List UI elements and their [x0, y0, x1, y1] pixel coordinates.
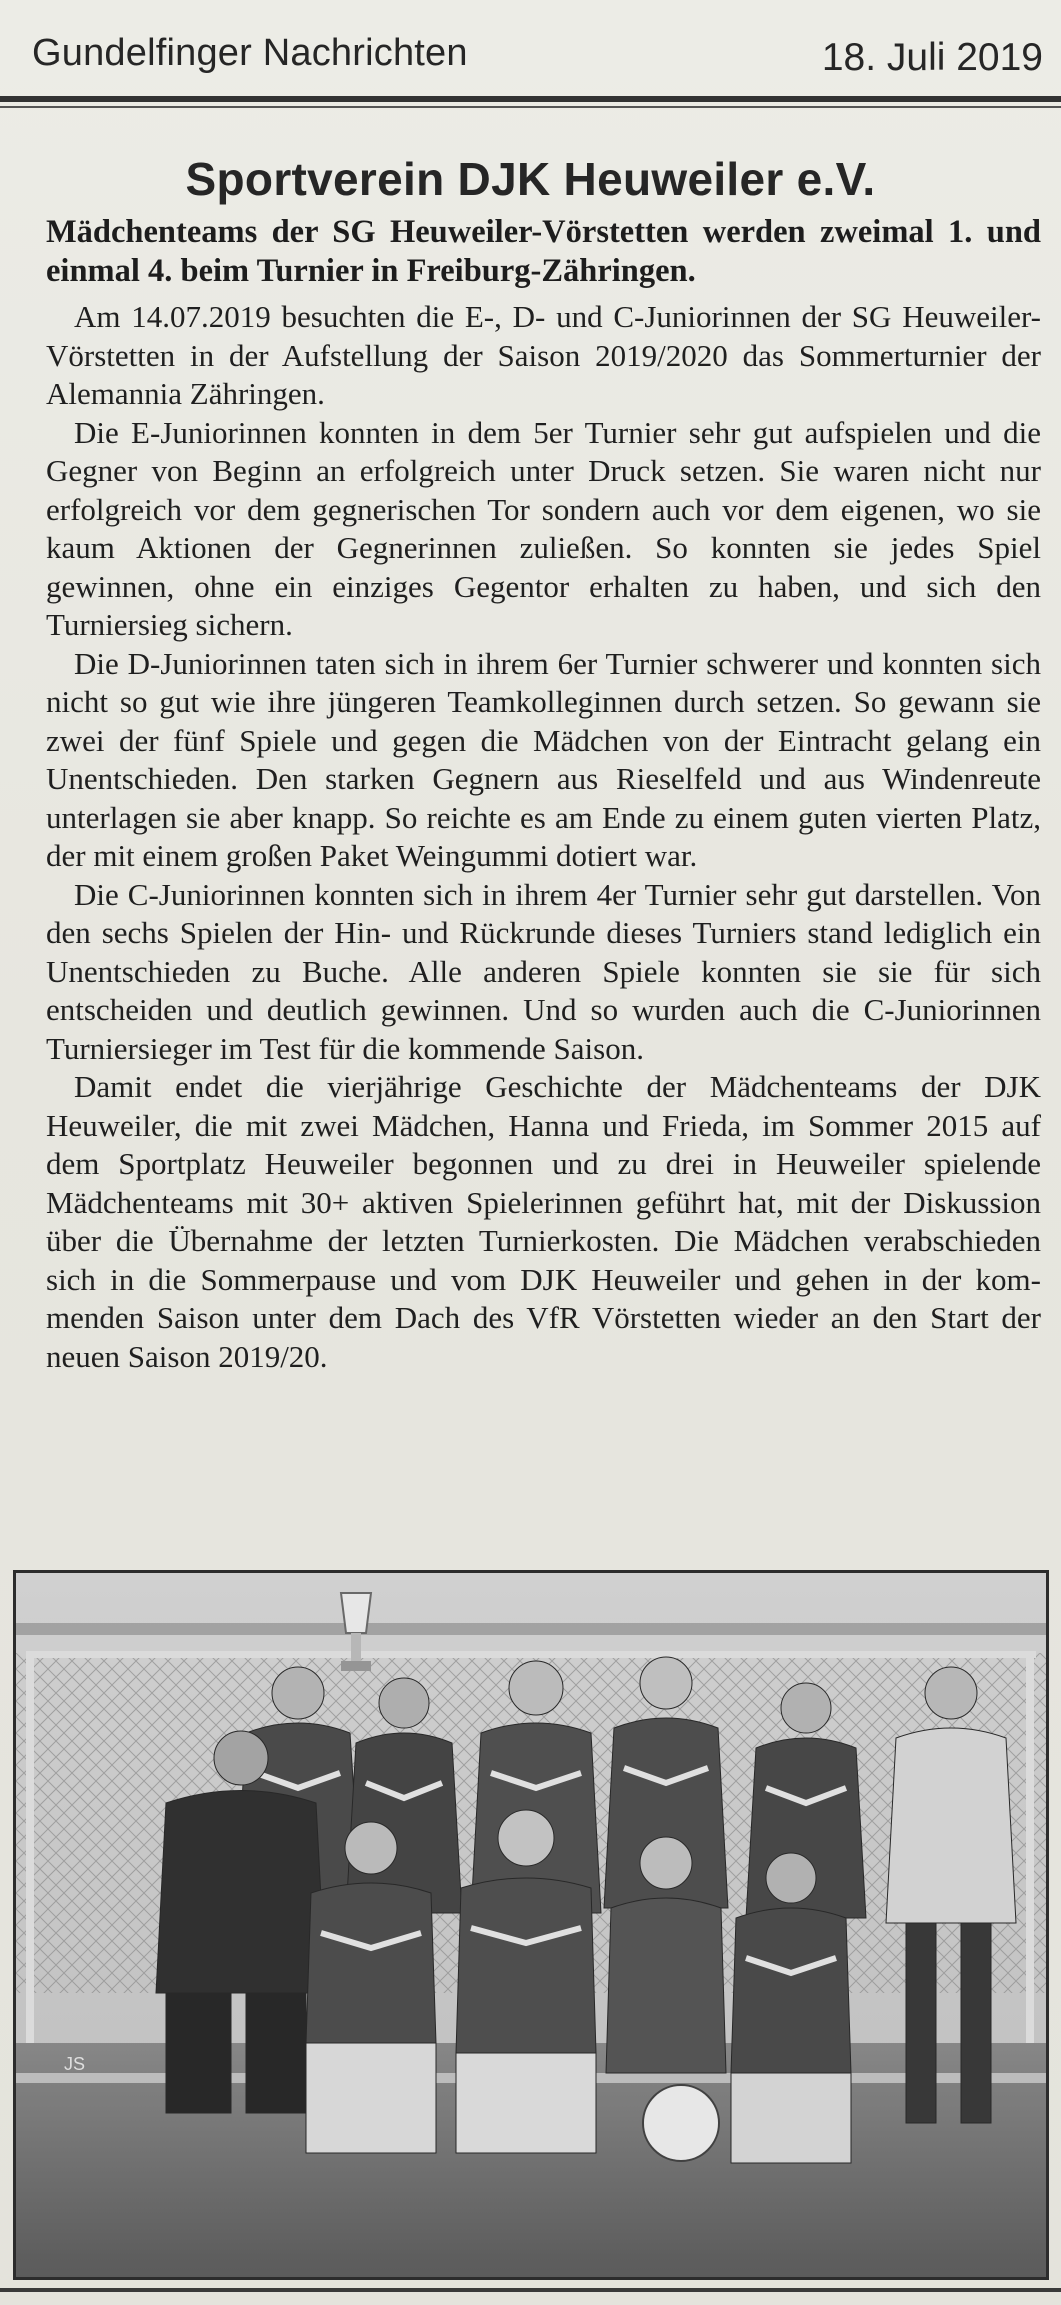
team-photo [13, 1570, 1049, 2280]
article-paragraph: Die C-Juniorinnen konnten sich in ihrem 4er Turnier sehr gut darstellen. Von den sechs Spielen der Hin- und Rückrunde dieses Turniers stand lediglich ein Unentschieden zu Buche. Alle anderen Spiele konnten sie sie für sich entscheiden und deutlich gewinnen. Und so wurden auch die C-Juniorinnen Turniersieger im Test für die kommende Saison. [46, 876, 1041, 1066]
bottom-rule [0, 2288, 1061, 2292]
masthead [32, 30, 1043, 88]
article-body [46, 298, 1041, 1376]
article-subheadline: Mädchenteams der SG Heuweiler-Vörstetten werden zweimal 1. und einmal 4. beim Turnier in Freiburg-Zähringen. [46, 214, 1041, 289]
issue-date: 18. Juli 2019 [821, 36, 1043, 79]
shirt-initials: JS [64, 2054, 86, 2074]
masthead-rule [0, 96, 1061, 102]
article-paragraph: Damit endet die vierjährige Geschichte der Mädchenteams der DJK Heuweiler, die mit zwei Mädchen, Hanna und Frieda, im Sommer 2015 auf dem Sportplatz Heuweiler begonnen und zu drei in Heuweiler spielende Mädchenteams mit 30+ aktiven Spielerinnen geführt hat, mit der Diskussion über die Übernahme der letzten Turnierkosten. Die Mädchen verabschieden sich in die Sommerpause und vom DJK Heuweiler und gehen in der kommenden Saison unter dem Dach des VfR Vörstetten wieder an den Start der neuen Saison 2019/20. [46, 1069, 1041, 1374]
article-paragraph: Am 14.07.2019 besuchten die E-, D- und C-Juniorinnen der SG Heuweiler-Vörstetten in der Aufstellung der Saison 2019/2020 das Sommerturnier der Alemannia Zähringen. [46, 299, 1041, 411]
article-paragraph: Die E-Juniorinnen konnten in dem 5er Turnier sehr gut aufspielen und die Gegner von Beginn an erfolgreich unter Druck setzen. Sie waren nicht nur erfolgreich vor dem gegnerischen Tor sondern auch vor dem eigenen, wo sie kaum Aktionen der Gegnerinnen zuließen. So konnten sie jedes Spiel gewinnen, ohne ein einziges Gegentor erhalten zu haben, und sich den Turniersieg sichern. [46, 414, 1041, 642]
article-headline: Sportverein DJK Heuweiler e.V. [185, 153, 876, 205]
newspaper-name: Gundelfinger Nachrichten [32, 32, 468, 74]
masthead-rule-thin [0, 106, 1061, 108]
article-paragraph: Die D-Juniorinnen taten sich in ihrem 6er Turnier schwerer und konnten sich nicht so gut wie ihre jüngeren Teamkolleginnen durch setzen. So gewann sie zwei der fünf Spiele und gegen die Mädchen von der Eintracht gelang ein Unentschieden. Den starken Gegnern aus Rieselfeld und aus Windenreute unterlagen sie aber knapp. So reichte es am Ende zu einem guten vierten Platz, der mit einem großen Paket Weingummi dotiert war. [46, 645, 1041, 873]
team-photo-illustration [16, 1573, 1046, 2277]
